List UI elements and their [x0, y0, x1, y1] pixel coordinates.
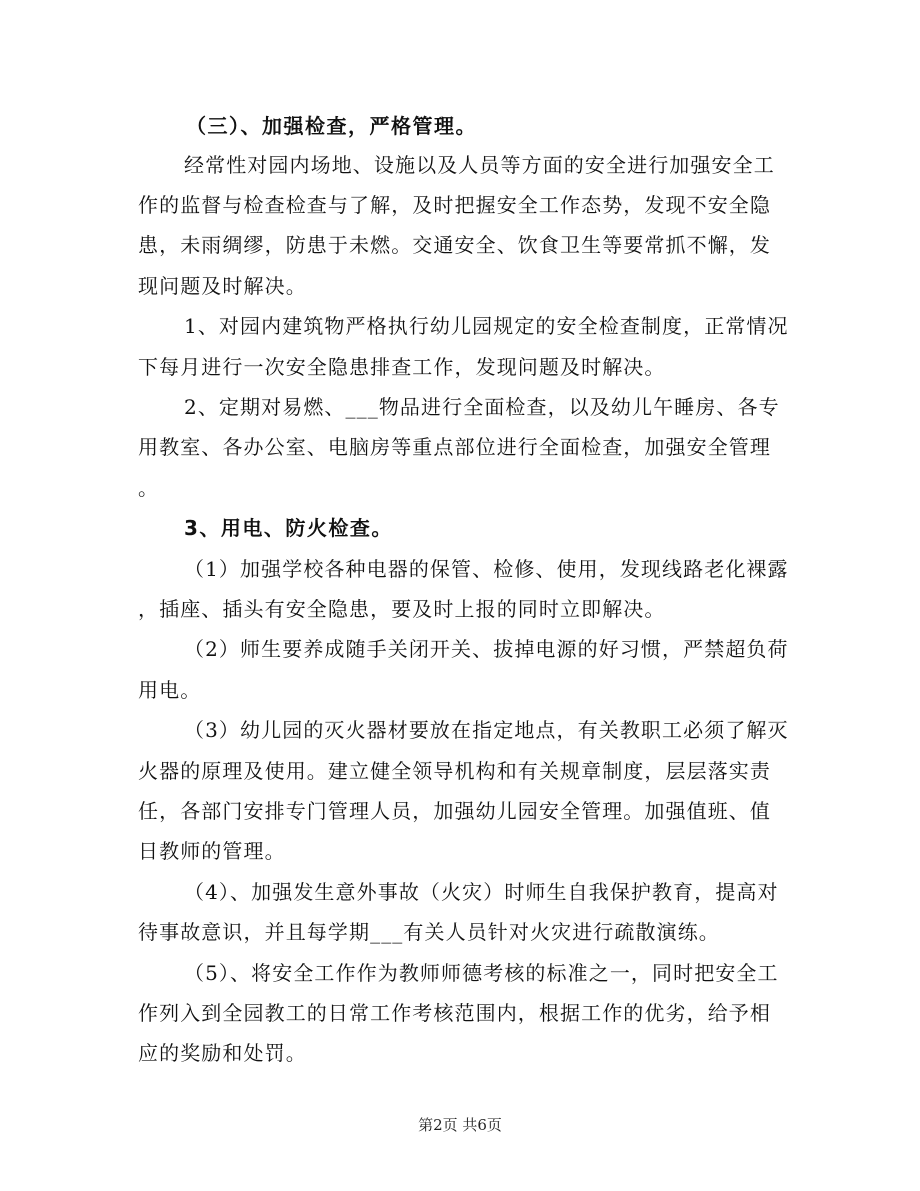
paragraph-line: （2）师生要养成随手关闭开关、拔掉电源的好习惯，严禁超负荷 — [184, 637, 789, 661]
subsection-heading: 3、用电、防火检查。 — [184, 516, 393, 540]
paragraph-line: （1）加强学校各种电器的保管、检修、使用，发现线路老化裸露 — [184, 557, 789, 581]
paragraph-line: （3）幼儿园的灭火器材要放在指定地点，有关教职工必须了解灭 — [184, 718, 789, 742]
paragraph-line: 用电。 — [138, 678, 202, 702]
paragraph-line: （5）、将安全工作作为教师师德考核的标准之一，同时把安全工 — [184, 961, 779, 985]
paragraph-line: 应的奖励和处罚。 — [138, 1041, 307, 1065]
paragraph-line: 日教师的管理。 — [138, 839, 286, 863]
paragraph-line: 用教室、各办公室、电脑房等重点部位进行全面检查，加强安全管理 — [138, 435, 771, 459]
paragraph-line: ，插座、插头有安全隐患，要及时上报的同时立即解决。 — [138, 597, 666, 621]
paragraph-line: 患，未雨绸缪，防患于未燃。交通安全、饮食卫生等要常抓不懈，发 — [138, 233, 771, 257]
paragraph-line: 。 — [138, 476, 160, 500]
paragraph-line: 1、对园内建筑物严格执行幼儿园规定的安全检查制度，正常情况 — [184, 314, 789, 338]
paragraph-line: 任，各部门安排专门管理人员，加强幼儿园安全管理。加强值班、值 — [138, 799, 771, 823]
paragraph-line: 作列入到全园教工的日常工作考核范围内，根据工作的优劣，给予相 — [138, 1001, 771, 1025]
section-heading: （三）、加强检查，严格管理。 — [186, 114, 477, 138]
paragraph-line: 现问题及时解决。 — [138, 274, 307, 298]
paragraph-line: （4）、加强发生意外事故（火灾）时师生自我保护教育，提高对 — [184, 880, 779, 904]
paragraph-line: 2、定期对易燃、___物品进行全面检查，以及幼儿午睡房、各专 — [184, 395, 780, 419]
paragraph-line: 待事故意识，并且每学期___有关人员针对火灾进行疏散演练。 — [138, 920, 720, 944]
paragraph-line: 作的监督与检查检查与了解，及时把握安全工作态势，发现不安全隐 — [138, 193, 771, 217]
page-number-footer: 第2页 共6页 — [418, 1116, 502, 1134]
paragraph-line: 火器的原理及使用。建立健全领导机构和有关规章制度，层层落实责 — [138, 759, 771, 783]
paragraph-line: 经常性对园内场地、设施以及人员等方面的安全进行加强安全工 — [184, 153, 775, 177]
paragraph-line: 下每月进行一次安全隐患排查工作，发现问题及时解决。 — [138, 355, 666, 379]
